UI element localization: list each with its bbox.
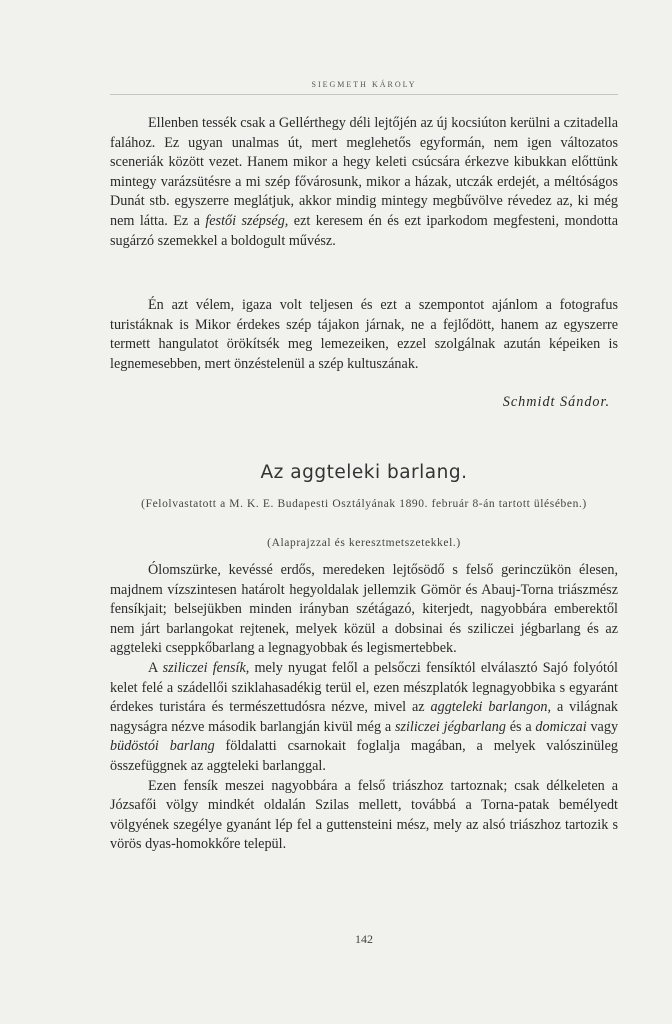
emphasis-run: büdöstói barlang	[110, 738, 215, 755]
emphasis-run: aggteleki barlangon,	[430, 699, 552, 716]
article-subtitle-2: (Alaprajzzal és keresztmetszetekkel.)	[267, 537, 461, 549]
header-rule	[110, 94, 618, 95]
emphasis-run: sziliczei fensík,	[162, 659, 250, 676]
article-paragraph-2	[110, 659, 618, 777]
paragraph-1-tail: ezt keresem én és ezt iparkodom megfesteni, mondotta sugárzó szemekkel a boldogult művész.	[110, 212, 619, 249]
paragraph-1	[110, 114, 618, 251]
article-title: Az aggteleki barlang.	[260, 462, 468, 483]
article-body	[110, 561, 618, 855]
text-run: vagy	[590, 718, 619, 735]
paragraph-2	[110, 296, 618, 374]
article-paragraph-1: Ólomszürke, kevéssé erdős, meredeken lejtősödő s felső gerinczükön élesen, majdnem vízszintesen határolt hegyoldalak jellemzik Gömör és Abauj-Torna triászmész fensíkjait; belsejükben minden irányban szétágazó, kiterjedt, nagyobbára emberektől nem járt barlangokat rejtenek, melyek közül a dobsinai és sziliczei jégbarlang és az aggteleki cseppkőbarlang a legnagyobbak és legismertebbek.	[110, 562, 618, 657]
text-run: mely nyugat felől a pelsőczi fensíktól elválasztó Sajó folyótól kelet felé a szádellői sziklahasadékig terül el, ezen mészplatók legnagyobbika s egyaránt érdekes turistára és természettudósra nézve, mivel az	[110, 659, 618, 716]
article-subtitle: (Felolvastatott a M. K. E. Budapesti Osztályának 1890. február 8-án tartott ülésében.)	[141, 498, 587, 510]
emphasis-run: domiczai	[535, 718, 587, 735]
article-paragraph-3: Ezen fensík meszei nagyobbára a felső triászhoz tartoznak; csak délkeleten a Józsafői völgy mindkét oldalán Szilas mellett, továbbá a Torna-patak bemélyedt völgyének szegélye gyanánt lép fel a guttensteini mész, mely az alsó triászhoz tartozik s vörös dyas-homokkőre települ.	[110, 777, 618, 853]
emphasis-run: sziliczei jégbarlang	[394, 718, 506, 735]
text-run: és a	[509, 718, 532, 735]
text-run: földalatti csarnokait foglalja magában, a melyek valószinüleg összefüggnek az aggteleki barlanggal.	[110, 738, 619, 774]
page-number: 142	[355, 932, 373, 946]
author-signature: Schmidt Sándor.	[502, 394, 610, 410]
running-head: SIEGMETH KÁROLY	[311, 80, 417, 89]
text-run: A	[148, 659, 158, 676]
paragraph-2-text: Én azt vélem, igaza volt teljesen és ezt a szempontot ajánlom a fotografus turistáknak is Mikor érdekes szép tájakon járnak, ne a fejlődött, hanem az egyszerre termett hangulatot örökítsék meg lemezeiken, ezzel szolgálnak azután képeiken is legnemesebben, mert önzéstelenül a szép kultuszának.	[110, 297, 618, 372]
text-run: a világnak nagyságra nézve második barlangján kivül még a	[110, 699, 618, 735]
paragraph-1-emphasis: festői szépség,	[205, 212, 289, 229]
paragraph-1-text: Ellenben tessék csak a Gellérthegy déli lejtőjén az új kocsiúton kerülni a czitadella falához. Ez ugyan unalmas út, mert meglehetős egyformán, nem igen változatos sceneriák között vezet. Hanem mikor a hegy keleti csúcsára érkezve kibukkan előttünk mintegy varázsütésre a mi szép fővárosunk, mikor a házak, utczák erdejét, a méltóságos Dunát stb. egyszerre meglátjuk, akkor mindig mintegy megbűvölve révedez az, ki még nem látta. Ez a	[110, 115, 618, 229]
